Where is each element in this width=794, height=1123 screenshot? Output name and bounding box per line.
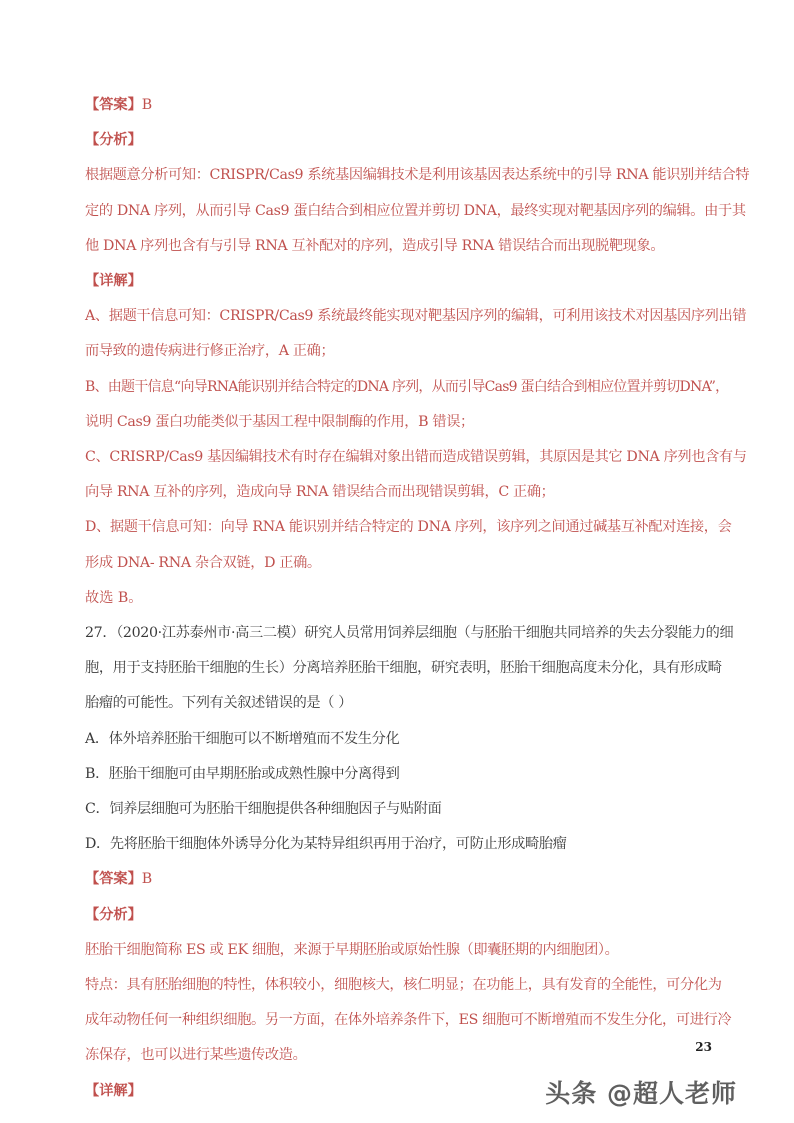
page-number: 23	[695, 1040, 712, 1054]
q27-analysis-label: 【分析】	[85, 906, 142, 923]
q26-detail-line: 向导 RNA 互补的序列，造成向导 RNA 错误结合而出现错误剪辑，C 正确；	[85, 484, 555, 501]
q27-option-d: D．先将胚胎干细胞体外诱导分化为某特异组织再用于治疗，可防止形成畸胎瘤	[85, 836, 567, 853]
answer-value: B	[141, 871, 153, 888]
answer-label: 【答案】	[85, 871, 142, 888]
q27-detail-label: 【详解】	[85, 1082, 142, 1099]
q27-answer-line	[85, 862, 713, 897]
q27-analysis-line: 胚胎干细胞简称 ES 或 EK 细胞，来源于早期胚胎或原始性腺（即囊胚期的内细胞团）。	[85, 941, 619, 958]
q27-option-a: A．体外培养胚胎干细胞可以不断增殖而不发生分化	[85, 730, 400, 747]
q27-option-c: C．饲养层细胞可为胚胎干细胞提供各种细胞因子与贴附面	[85, 801, 442, 818]
answer-label: 【答案】	[85, 97, 142, 113]
q27-analysis-line: 成年动物任何一种组织细胞。另一方面，在体外培养条件下，ES 细胞可不断增殖而不发生分化，可进行冷	[85, 1012, 732, 1029]
page-content	[85, 88, 750, 1109]
q27-option-b: B．胚胎干细胞可由早期胚胎或成熟性腺中分离得到	[85, 765, 400, 782]
q26-analysis-line: 他 DNA 序列也含有与引导 RNA 互补配对的序列，造成引导 RNA 错误结合而出现脱靶现象。	[85, 237, 665, 254]
q26-detail-label: 【详解】	[85, 273, 142, 290]
q26-detail-line: D、据题干信息可知：向导 RNA 能识别并结合特定的 DNA 序列，该序列之间通过碱基互补配对连接，会	[85, 519, 732, 536]
answer-value: B	[141, 97, 153, 113]
q27-analysis-line: 冻保存，也可以进行某些遗传改造。	[85, 1047, 307, 1064]
q27-stem-line: 胞，用于支持胚胎干细胞的生长）分离培养胚胎干细胞，研究表明，胚胎干细胞高度未分化，具有形成畸	[85, 660, 722, 677]
q26-detail-line: A、据题干信息可知：CRISPR/Cas9 系统最终能实现对靶基因序列的编辑，可利用该技术对因基因序列出错	[85, 308, 747, 325]
q26-analysis-line: 根据题意分析可知：CRISPR/Cas9 系统基因编辑技术是利用该基因表达系统中的引导 RNA 能识别并结合特	[85, 167, 750, 184]
watermark: 头条 @超人老师	[545, 1079, 737, 1108]
q26-detail-line: 说明 Cas9 蛋白功能类似于基因工程中限制酶的作用，B 错误；	[85, 413, 474, 430]
q27-analysis-line: 特点：具有胚胎细胞的特性，体积较小，细胞核大，核仁明显；在功能上，具有发育的全能性，可分化为	[85, 977, 722, 994]
q26-detail-line: C、CRISRP/Cas9 基因编辑技术有时存在编辑对象出错而造成错误剪辑，其原因是其它 DNA 序列也含有与	[85, 449, 747, 466]
q26-detail-line: B、由题干信息“向导RNA能识别并结合特定的DNA 序列，从而引导Cas9 蛋白结合到相应位置并剪切DNA”，	[85, 378, 729, 395]
q26-detail-line: 而导致的遗传病进行修正治疗，A 正确；	[85, 343, 335, 360]
q26-answer-line	[85, 88, 713, 123]
q27-stem-line: 胎瘤的可能性。下列有关叙述错误的是（ ）	[85, 695, 353, 712]
q26-conclusion-line: 故选 B。	[85, 589, 143, 606]
q27-stem-line: 27．（2020·江苏泰州市·高三二模）研究人员常用饲养层细胞（与胚胎干细胞共同培养的失去分裂能力的细	[85, 625, 734, 642]
q26-analysis-line: 定的 DNA 序列，从而引导 Cas9 蛋白结合到相应位置并剪切 DNA，最终实现对靶基因序列的编辑。由于其	[85, 202, 746, 219]
q26-analysis-label: 【分析】	[85, 132, 142, 149]
q26-detail-line: 形成 DNA- RNA 杂合双链，D 正确。	[85, 554, 321, 571]
